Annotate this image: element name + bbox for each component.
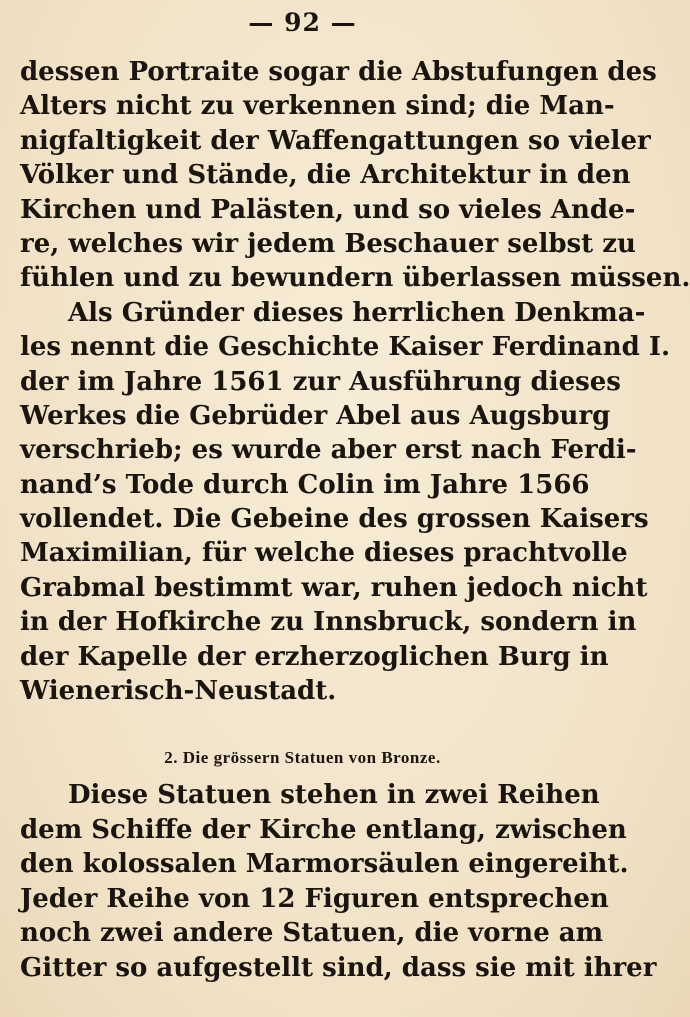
text-line: Grabmal bestimmt war, ruhen jedoch nicht xyxy=(20,572,648,603)
text-line: vollendet. Die Gebeine des grossen Kaisers xyxy=(20,504,649,535)
text-line: Werkes die Gebrüder Abel aus Augsburg xyxy=(20,400,611,431)
text-line: dem Schiffe der Kirche entlang, zwischen xyxy=(20,814,627,845)
text-line-indented: Diese Statuen stehen in zwei Reihen xyxy=(68,780,600,810)
text-line: verschrieb; es wurde aber erst nach Ferdi- xyxy=(20,435,637,466)
text-line: Maximilian, für welche dieses prachtvolle xyxy=(20,538,628,569)
text-line-indented: Als Gründer dieses herrlichen Denkma- xyxy=(68,297,646,328)
text-line: nand’s Tode durch Colin im Jahre 1566 xyxy=(20,469,590,500)
text-line: den kolossalen Marmorsäulen eingereiht. xyxy=(20,849,629,880)
text-line: der Kapelle der erzherzoglichen Burg in xyxy=(20,641,609,672)
text-block-bottom xyxy=(20,778,657,986)
text-line: Kirchen und Palästen, und so vieles Ande- xyxy=(20,194,636,225)
text-line: Jeder Reihe von 12 Figuren entsprechen xyxy=(20,883,609,914)
text-line: re, welches wir jedem Beschauer selbst zu xyxy=(20,228,636,259)
text-line: Gitter so aufgestellt sind, dass sie mit ihrer xyxy=(20,952,657,983)
section-heading: 2. Die grössern Statuen von Bronze. xyxy=(164,748,441,767)
text-line: les nennt die Geschichte Kaiser Ferdinand I. xyxy=(20,332,671,363)
page-number-header: — 92 — xyxy=(248,8,357,37)
text-line: fühlen und zu bewundern überlassen müssen. xyxy=(20,263,690,294)
text-line: Alters nicht zu verkennen sind; die Man- xyxy=(20,91,615,122)
text-line: in der Hofkirche zu Innsbruck, sondern in xyxy=(20,607,637,638)
text-line: dessen Portraite sogar die Abstufungen des xyxy=(20,57,657,87)
text-line: der im Jahre 1561 zur Ausführung dieses xyxy=(20,366,621,397)
text-line: Völker und Stände, die Architektur in den xyxy=(20,160,631,191)
text-line: nigfaltigkeit der Waffengattungen so vieler xyxy=(20,125,651,156)
text-line-last: Wienerisch-Neustadt. xyxy=(20,676,337,707)
text-block-top xyxy=(20,55,690,708)
text-line: noch zwei andere Statuen, die vorne am xyxy=(20,918,604,949)
